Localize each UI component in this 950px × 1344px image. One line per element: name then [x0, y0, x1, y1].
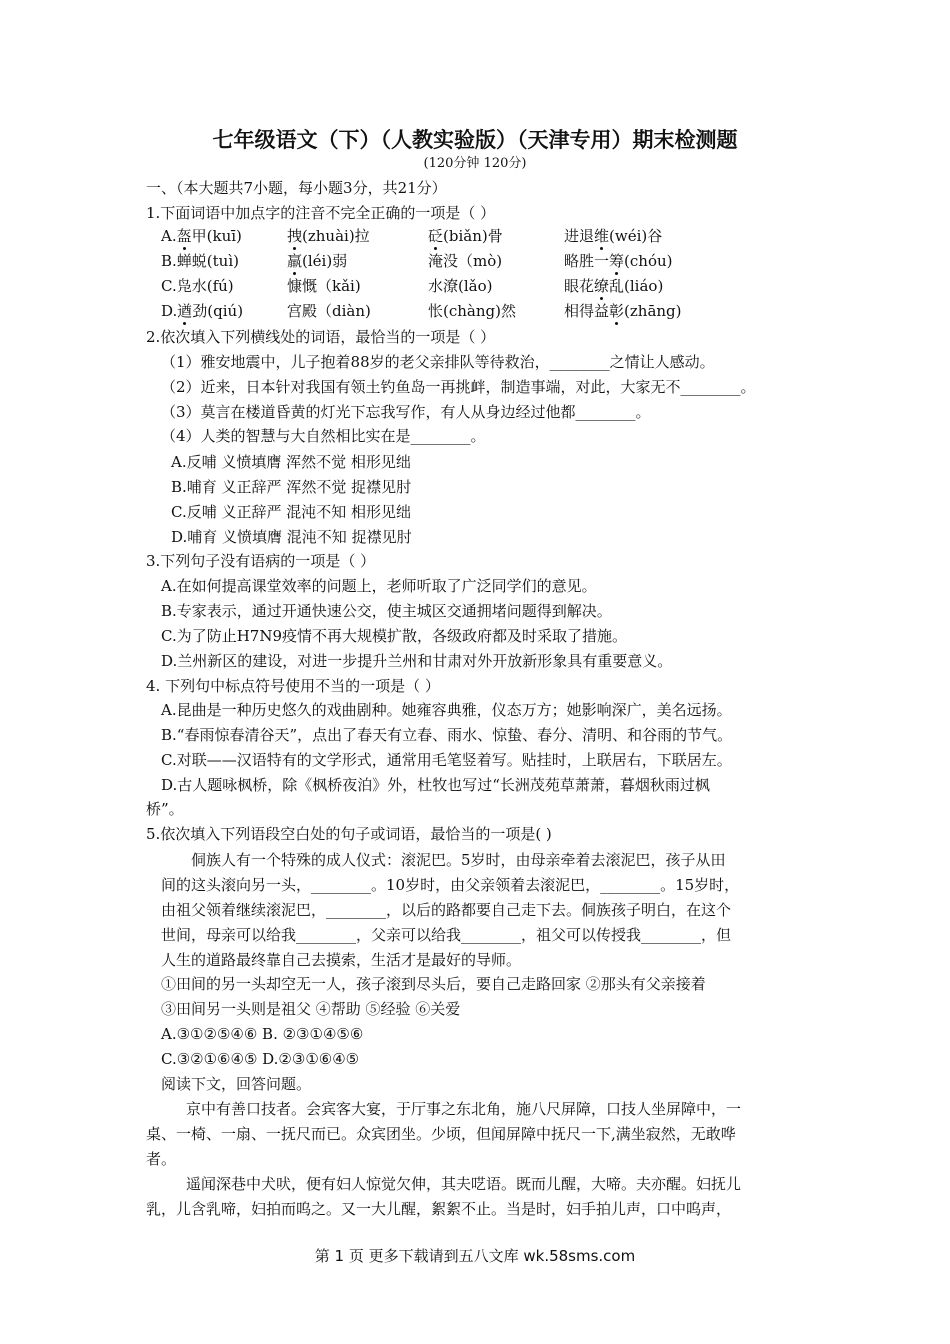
q4-option: C.对联——汉语特有的文学形式，通常用毛笔竖着写。贴挂时，上联居右，下联居左。 — [161, 751, 732, 769]
q2-item: （2）近来，日本针对我国有领土钓鱼岛一再挑衅，制造事端，对此，大家无不________。 — [161, 378, 756, 396]
q1-stem: 1.下面词语中加点字的注音不完全正确的一项是（ ） — [146, 204, 496, 222]
reading-paragraph-line: 遥闻深巷中犬吠，便有妇人惊觉欠伸，其夫呓语。既而儿醒，大啼。夫亦醒。妇抚儿 — [186, 1175, 742, 1193]
q1-option-d: D.遒劲(qiú) — [161, 302, 244, 320]
q5-passage-line: 侗族人有一个特殊的成人仪式：滚泥巴。5岁时，由母亲牵着去滚泥巴，孩子从田 — [191, 851, 726, 869]
q5-stem: 5.依次填入下列语段空白处的句子或词语，最恰当的一项是( ) — [146, 825, 552, 843]
q1-option-c: C.凫水(fú) — [161, 277, 234, 295]
q2-option: B.哺育 义正辞严 浑然不觉 捉襟见肘 — [171, 478, 412, 496]
reading-paragraph-line: 乳，儿含乳啼，妇拍而呜之。又一大儿醒，絮絮不止。当是时，妇手拍儿声，口中呜声， — [146, 1200, 732, 1218]
q1-option-a: A.盔甲(kuī) — [161, 227, 242, 245]
q5-passage-line: 间的这头滚向另一头，________。10岁时，由父亲领着去滚泥巴，________。15岁时， — [161, 876, 740, 894]
q5-passage-line: 人生的道路最终靠自己去摸索，生活才是最好的导师。 — [161, 951, 522, 969]
q2-stem: 2.依次填入下列横线处的词语，最恰当的一项是（ ） — [146, 328, 496, 346]
q3-option: C.为了防止H7N9疫情不再大规模扩散，各级政府都及时采取了措施。 — [161, 627, 628, 645]
q3-option: A.在如何提高课堂效率的问题上，老师听取了广泛同学们的意见。 — [161, 577, 597, 595]
q2-item: （3）莫言在楼道昏黄的灯光下忘我写作，有人从身边经过他都________。 — [161, 403, 651, 421]
q5-option: C.③②①⑥④⑤ D.②③①⑥④⑤ — [161, 1050, 360, 1068]
reading-paragraph-line: 者。 — [146, 1150, 177, 1168]
q2-item: （1）雅安地震中，儿子抱着88岁的老父亲排队等待救治，________之情让人感动。 — [161, 353, 715, 371]
q4-option: D.古人题咏枫桥，除《枫桥夜泊》外，杜牧也写过“长洲茂苑草萧萧，暮烟秋雨过枫 — [161, 776, 710, 794]
q5-choice-line: ③田间另一头则是祖父 ④帮助 ⑤经验 ⑥关爱 — [161, 1000, 461, 1018]
q5-option: A.③①②⑤④⑥ B. ②③①④⑤⑥ — [161, 1025, 364, 1043]
q2-option: D.哺育 义愤填膺 混沌不知 捉襟见肘 — [171, 528, 412, 546]
q2-option: C.反哺 义正辞严 混沌不知 相形见绌 — [171, 503, 412, 521]
page-subtitle: (120分钟 120分) — [423, 156, 527, 171]
q5-passage-line: 世间，母亲可以给我________，父亲可以给我________，祖父可以传授我________，但 — [161, 926, 732, 944]
q4-stem: 4. 下列句中标点符号使用不当的一项是（ ） — [146, 677, 440, 695]
page-title: 七年级语文（下）（人教实验版）（天津专用）期末检测题 — [212, 128, 738, 152]
q3-option: B.专家表示，通过开通快速公交，使主城区交通拥堵问题得到解决。 — [161, 602, 612, 620]
reading-paragraph-line: 桌、一椅、一扇、一抚尺而已。众宾团坐。少顷，但闻屏障中抚尺一下,满坐寂然，无敢哗 — [146, 1125, 736, 1143]
q3-option: D.兰州新区的建设，对进一步提升兰州和甘肃对外开放新形象具有重要意义。 — [161, 652, 673, 670]
q5-passage-line: 由祖父领着继续滚泥巴，________，以后的路都要自己走下去。侗族孩子明白，在这个 — [161, 901, 732, 919]
q4-option: A.昆曲是一种历史悠久的戏曲剧种。她雍容典雅，仪态万方；她影响深广，美名远扬。 — [161, 701, 732, 719]
q3-stem: 3.下列句子没有语病的一项是（ ） — [146, 552, 376, 570]
reading-intro: 阅读下文，回答问题。 — [161, 1075, 312, 1093]
q2-option: A.反哺 义愤填膺 浑然不觉 相形见绌 — [171, 453, 411, 471]
page-footer: 第 1 页 更多下载请到五八文库 wk.58sms.com — [314, 1247, 636, 1265]
q4-option-continued: 桥”。 — [146, 800, 184, 818]
q4-option: B.“春雨惊春清谷天”，点出了春天有立春、雨水、惊蛰、春分、清明、和谷雨的节气。 — [161, 726, 733, 744]
reading-paragraph-line: 京中有善口技者。会宾客大宴，于厅事之东北角，施八尺屏障，口技人坐屏障中，一 — [186, 1100, 742, 1118]
q5-choice-line: ①田间的另一头却空无一人，孩子滚到尽头后，要自己走路回家 ②那头有父亲接着 — [161, 975, 706, 993]
q2-item: （4）人类的智慧与大自然相比实在是________。 — [161, 427, 486, 445]
q1-option-b: B.蝉蜕(tuì) — [161, 252, 239, 270]
section-heading: 一、（本大题共7小题，每小题3分，共21分） — [146, 179, 447, 197]
